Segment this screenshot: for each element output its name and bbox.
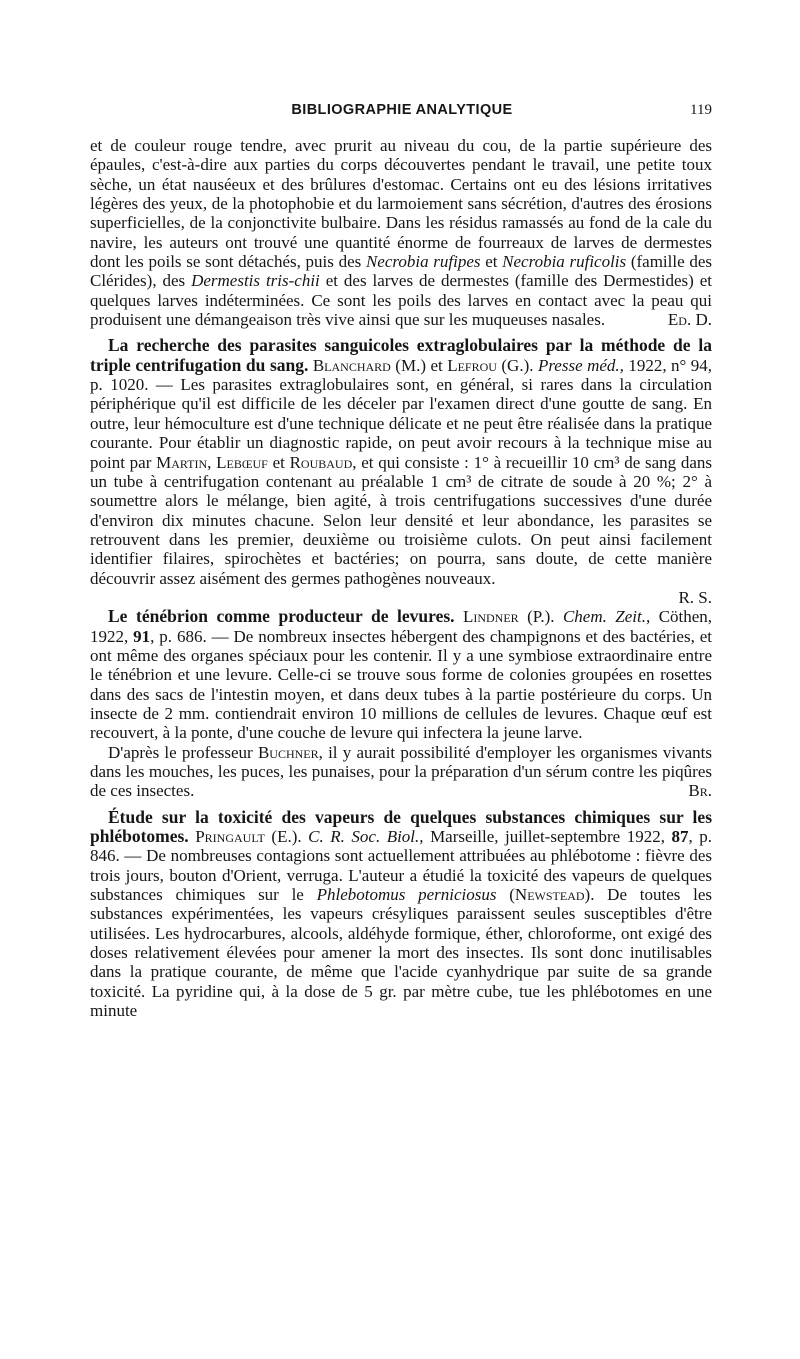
paragraph-text: D'après le professeur <box>108 742 253 762</box>
signature: Ed. D. <box>667 310 712 330</box>
signature: R. S. <box>678 587 712 607</box>
species-name: Necrobia ruficolis <box>502 252 627 272</box>
abstract-body: , et qui consiste : 1° à recueillir 10 cm³ de sang dans un tube à centrifugation contenant au préalable 1 cm³ de citrate de soude à 20 %; 2° à soumettre alors le mélange, bien agité, à trois centrifugations successives d'une durée d'environ dix minutes chacune. Selon leur densité et leur abondance, les parasites se retrouvent dans les premier, deuxième ou troisième culots. On peut ainsi facilement identifier filaires, spirochètes et bactéries; on pourra, sans doute, de cette manière découvrir assez aisément des germes pathogènes nouveaux. <box>90 452 713 588</box>
author-name: Martin, Lebœuf <box>156 452 268 472</box>
entry-title: Étude sur la toxicité des vapeurs de quelques substances chimiques sur les phlébotomes. <box>90 806 712 847</box>
text-block <box>90 136 712 1020</box>
author-initial: (E.). <box>271 827 302 847</box>
connector-text: et <box>485 252 498 272</box>
continuation-text-a: et de couleur rouge tendre, avec prurit au niveau du cou, de la partie supérieure des épaules, c'est-à-dire aux parties du corps découvertes pendant le travail, une petite toux sèche, un état nauséeux et des brûlures d'estomac. Certains ont eu des lésions irritatives légères des yeux, de la photophobie et du larmoiement sans sécrétion, d'autres des érosions superficielles, de la conjonctivite bulbaire. Dans les résidus ramassés au fond de la cale du navire, les auteurs ont trouvé une quantité énorme de fourreaux de larves de dermestes dont les poils se sont détachés, puis des <box>90 136 712 272</box>
author-initial: (P.). <box>527 607 555 627</box>
connector-text: (famille des Clérides), des <box>90 252 712 291</box>
species-name: Phlebotomus perniciosus <box>316 885 497 905</box>
entry-title: La recherche des parasites sanguicoles extraglobulaires par la méthode de la triple centrifugation du sang. <box>90 335 712 375</box>
volume-number: 87 <box>671 827 689 847</box>
author-name: Pringault <box>195 827 265 847</box>
author-initial: (G.). <box>501 355 534 375</box>
journal-name: Chem. Zeit., <box>562 607 651 627</box>
author-name: Lindner <box>462 607 519 627</box>
connector-text: et <box>430 355 443 375</box>
author-name: Blanchard <box>312 355 391 375</box>
journal-name: Presse méd., <box>537 355 624 375</box>
publication-place: Marseille, juillet-septembre 1922, <box>430 827 665 847</box>
abstract-body: ). De toutes les substances expérimentées, les vapeurs crésyliques paraissent seules susceptibles d'être utilisées. Les hydrocarbures, alcools, aldéhyde formique, éther, chloroforme, ont exigé des doses relativement élevées pour amener la mort des insectes. Ils sont donc inutilisables dans la pratique courante, de même que l'acide cyanhydrique par suite de sa grande toxicité. La pyridine qui, à la dose de 5 gr. par mètre cube, tue les phlébotomes en une minute <box>90 885 712 1021</box>
author-name: Roubaud <box>289 452 353 472</box>
abstract-paragraph <box>90 743 712 801</box>
connector-text: et <box>272 452 285 472</box>
author-initial: (M.) <box>395 355 426 375</box>
citation-text: 1922, n° 94, p. 1020. — Les parasites extraglobulaires sont, en général, si rares dans la circulation périphérique qu'il est difficile de les déceler par l'examen direct d'une goutte de sang. En outre, leur hémoculture est d'une technique délicate et ne peut être réalisée dans la pratique courante. Pour établir un diagnostic rapide, on peut avoir recours à la technique mise au point par <box>90 355 713 472</box>
author-name: Newstead <box>514 885 585 905</box>
volume-number: 91 <box>133 626 151 646</box>
signature: Br. <box>688 781 712 801</box>
running-title: BIBLIOGRAPHIE ANALYTIQUE <box>291 102 513 118</box>
running-head <box>92 102 712 124</box>
continuation-text-b: et des larves de dermestes (famille des Dermestides) et quelques larves indéterminées. Ce sont les poils des larves en contact avec la peau qui produisent une démangeaison très vive ainsi que sur les muqueuses nasales. <box>90 271 712 330</box>
author-name: Buchner <box>257 742 319 762</box>
page-number: 119 <box>690 102 712 118</box>
continuation-paragraph <box>90 136 712 329</box>
abstract-body: , p. 846. — De nombreuses contagions sont actuellement attribuées au phlébotome : fièvre des trois jours, bouton d'Orient, verruga. L'auteur a étudié la toxicité des vapeurs de quelques substances chimiques sur le <box>90 827 713 905</box>
abstract-entry <box>90 336 712 587</box>
publication-place: Cöthen, 1922, <box>90 607 713 646</box>
paragraph-text: , il y aurait possibilité d'employer les organismes vivants dans les mouches, les puces, les punaises, pour la préparation d'un sérum contre les piqûres de ces insectes. <box>90 742 712 801</box>
author-name: Lefrou <box>447 355 497 375</box>
entry-title: Le ténébrion comme producteur de levures. <box>108 606 455 627</box>
abstract-entry: Étude sur la toxicité des vapeurs de quelques substances chimiques sur les phlébotomes. Pringault (E.). C. R. Soc. Biol., Marseille, juillet-septembre 1922, 87, p. 846. — De nombreuses contagions sont actuellement attribuées au phlébotome : fièvre des trois jours, bouton d'Orient, verruga. L'auteur a étudié la toxicité des vapeurs de quelques substances chimiques sur le Phlebotomus perniciosus (Newstead). De toutes les substances expérimentées, les vapeurs crésyliques paraissent seules susceptibles d'être utilisées. Les hydrocarbures, alcools, aldéhyde formique, éther, chloroforme, ont exigé des doses relativement élevées pour amener la mort des insectes. Ils sont donc inutilisables dans la pratique courante, de même que l'acide cyanhydrique par suite de sa grande toxicité. La pyridine qui, à la dose de 5 gr. par mètre cube, tue les phlébotomes en une minute <box>90 806 713 1021</box>
species-name: Dermestis tris-chii <box>191 271 320 291</box>
journal-name: C. R. Soc. Biol., <box>308 827 424 847</box>
species-name: Necrobia rufipes <box>365 252 481 272</box>
abstract-entry <box>90 607 712 742</box>
abstract-body: , p. 686. — De nombreux insectes hébergent des champignons et des bactéries, et ont même des organes spéciaux pour les contenir. Il y a une symbiose extraordinaire entre le ténébrion et une levure. Celle-ci se trouve sous forme de colonies groupées en rosettes dans des sacs de l'intestin moyen, et dans deux tubes à la partie postérieure du corps. Un insecte de 2 mm. contiendrait environ 10 millions de cellules de levures. Chaque œuf est recouvert, à la ponte, d'une couche de levure qui infectera la jeune larve. <box>90 626 713 743</box>
